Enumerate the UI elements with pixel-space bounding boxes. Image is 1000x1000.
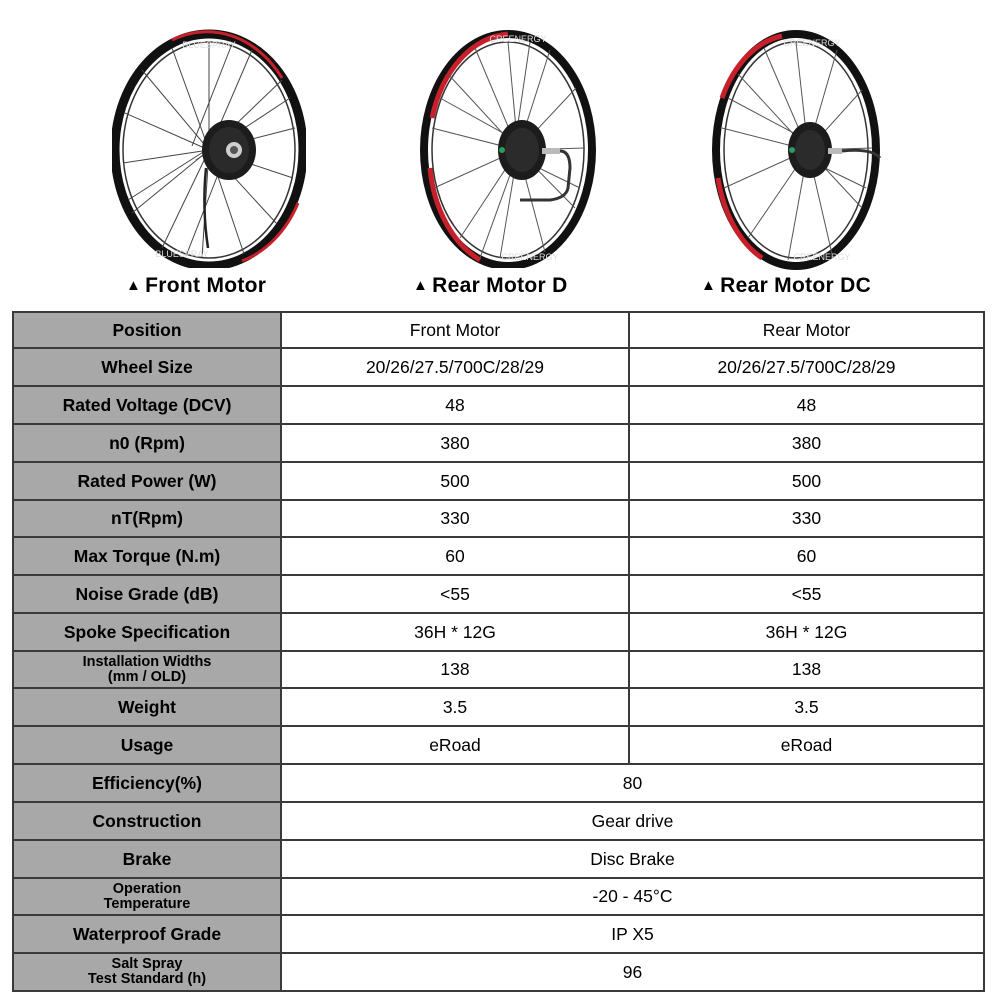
table-row bbox=[13, 953, 984, 991]
cell-value: 36H * 12G bbox=[629, 613, 984, 651]
cell-value: eRoad bbox=[281, 726, 629, 764]
cell-value: 3.5 bbox=[629, 688, 984, 726]
caption-text: Rear Motor DC bbox=[720, 274, 872, 297]
cell-value: Gear drive bbox=[281, 802, 984, 840]
cell-value: 500 bbox=[281, 462, 629, 500]
table-row bbox=[13, 878, 984, 915]
table-row bbox=[13, 348, 984, 386]
row-label: Usage bbox=[13, 726, 281, 764]
table-row bbox=[13, 726, 984, 764]
row-label-line: Test Standard (h) bbox=[87, 971, 207, 987]
cell-value: Disc Brake bbox=[281, 840, 984, 878]
table-row bbox=[13, 386, 984, 424]
hub-motor bbox=[498, 120, 570, 200]
cell-value: 48 bbox=[629, 386, 984, 424]
row-label: Rated Voltage (DCV) bbox=[13, 386, 281, 424]
cell-value: 380 bbox=[281, 424, 629, 462]
row-label: n0 (Rpm) bbox=[13, 424, 281, 462]
triangle-up-icon: ▲ bbox=[126, 277, 142, 294]
table-row bbox=[13, 500, 984, 537]
row-label: Max Torque (N.m) bbox=[13, 537, 281, 575]
cell-value: 36H * 12G bbox=[281, 613, 629, 651]
rim-label-top: CREENERGY bbox=[489, 34, 547, 44]
cell-value: 20/26/27.5/700C/28/29 bbox=[629, 348, 984, 386]
cell-value: 20/26/27.5/700C/28/29 bbox=[281, 348, 629, 386]
table-row bbox=[13, 802, 984, 840]
rim-label-bottom: BLUESPRAY bbox=[155, 249, 209, 259]
table-row bbox=[13, 651, 984, 688]
table-row bbox=[13, 312, 984, 348]
table-row bbox=[13, 613, 984, 651]
table-row bbox=[13, 840, 984, 878]
cell-value: eRoad bbox=[629, 726, 984, 764]
row-label-line: (mm / OLD) bbox=[107, 668, 187, 685]
row-label: Construction bbox=[13, 802, 281, 840]
cell-value: 48 bbox=[281, 386, 629, 424]
cell-value: 380 bbox=[629, 424, 984, 462]
table-row bbox=[13, 915, 984, 953]
cell-value: 60 bbox=[281, 537, 629, 575]
hub-motor bbox=[202, 120, 256, 248]
caption-text: Front Motor bbox=[145, 274, 267, 297]
cell-value: IP X5 bbox=[281, 915, 984, 953]
cell-value: 138 bbox=[629, 651, 984, 688]
cell-value: 330 bbox=[281, 500, 629, 537]
caption-rear-motor-d bbox=[413, 274, 568, 298]
table-row bbox=[13, 764, 984, 802]
cell-value: -20 - 45°C bbox=[281, 878, 984, 915]
cell-value: <55 bbox=[629, 575, 984, 613]
rear-motor-dc-wheel-image bbox=[712, 28, 884, 272]
caption-front-motor bbox=[126, 274, 266, 298]
cell-value: 80 bbox=[281, 764, 984, 802]
table-row bbox=[13, 462, 984, 500]
rim-label-top: CREENERGY bbox=[783, 38, 841, 48]
row-label-line: Temperature bbox=[103, 895, 191, 912]
cell-value: <55 bbox=[281, 575, 629, 613]
triangle-up-icon: ▲ bbox=[701, 277, 717, 294]
row-label-line: Operation bbox=[112, 880, 182, 897]
row-label: Position bbox=[13, 312, 281, 348]
rim-label-top: BLUESPRAY bbox=[182, 40, 236, 50]
table-row bbox=[13, 537, 984, 575]
table-row bbox=[13, 688, 984, 726]
row-label: Rated Power (W) bbox=[13, 462, 281, 500]
row-label: Brake bbox=[13, 840, 281, 878]
caption-rear-motor-dc bbox=[701, 274, 871, 298]
row-label: Noise Grade (dB) bbox=[13, 575, 281, 613]
row-label: Wheel Size bbox=[13, 348, 281, 386]
row-label bbox=[13, 651, 281, 688]
cell-value: Front Motor bbox=[281, 312, 629, 348]
row-label: Spoke Specification bbox=[13, 613, 281, 651]
table-row bbox=[13, 424, 984, 462]
cell-value: 60 bbox=[629, 537, 984, 575]
front-motor-wheel-image bbox=[112, 28, 306, 268]
row-label: nT(Rpm) bbox=[13, 500, 281, 537]
row-label: Waterproof Grade bbox=[13, 915, 281, 953]
row-label-line: Installation Widths bbox=[82, 653, 212, 670]
row-label-line: Salt Spray bbox=[111, 956, 183, 972]
row-label bbox=[13, 878, 281, 915]
cell-value: 138 bbox=[281, 651, 629, 688]
rim-label-bottom: CREENERGY bbox=[501, 252, 559, 262]
rim-label-bottom: CREENERGY bbox=[793, 252, 851, 262]
row-label bbox=[13, 953, 281, 991]
triangle-up-icon: ▲ bbox=[413, 277, 429, 294]
cell-value: 3.5 bbox=[281, 688, 629, 726]
rear-motor-d-wheel-image bbox=[420, 28, 596, 268]
row-label: Weight bbox=[13, 688, 281, 726]
caption-text: Rear Motor D bbox=[432, 274, 568, 297]
cell-value: 96 bbox=[281, 953, 984, 991]
cell-value: 330 bbox=[629, 500, 984, 537]
spec-table bbox=[12, 311, 985, 992]
row-label: Efficiency(%) bbox=[13, 764, 281, 802]
cell-value: 500 bbox=[629, 462, 984, 500]
table-row bbox=[13, 575, 984, 613]
cell-value: Rear Motor bbox=[629, 312, 984, 348]
